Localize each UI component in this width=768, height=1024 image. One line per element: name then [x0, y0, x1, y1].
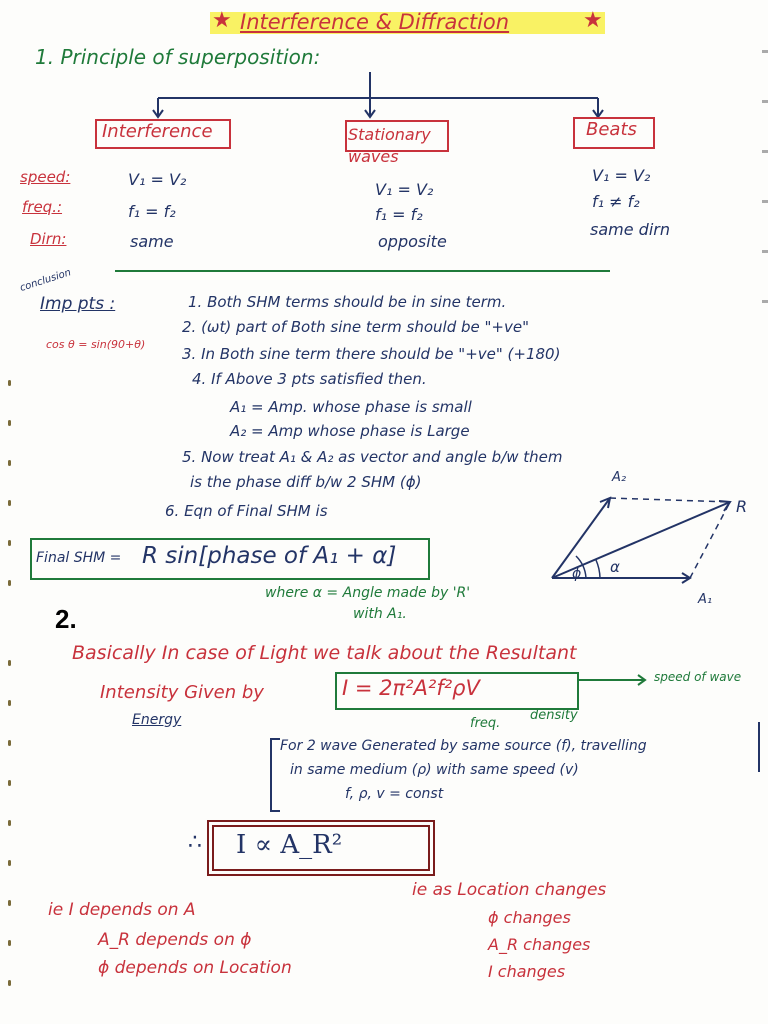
beats-freq: f₁ ≠ f₂	[592, 192, 640, 211]
margin-dot	[8, 860, 11, 866]
point-1: 1. Both SHM terms should be in sine term.	[188, 293, 507, 311]
margin-dot	[8, 740, 11, 746]
point-4b: A₂ = Amp whose phase is Large	[230, 422, 470, 440]
edge-dash	[762, 150, 768, 153]
bracket-line-3: f, ρ, v = const	[345, 786, 444, 802]
title-star-right: ★	[583, 8, 603, 33]
point-5: 5. Now treat A₁ & A₂ as vector and angle b/w them	[182, 448, 563, 466]
proportional-formula: I ∝ A_R²	[236, 830, 343, 860]
ie-right-3: A_R changes	[488, 935, 591, 954]
point-2: 2. (ωt) part of Both sine term should be "+ve"	[182, 318, 529, 336]
point-4: 4. If Above 3 pts satisfied then.	[192, 370, 427, 388]
margin-dot	[8, 660, 11, 666]
edge-dash	[762, 250, 768, 253]
beats-dirn: same dirn	[590, 220, 670, 239]
where-note: where α = Angle made by 'R'	[265, 585, 471, 601]
stationary-label: Stationary waves	[348, 125, 431, 166]
vector-diagram	[540, 480, 760, 600]
interference-dirn: same	[130, 232, 174, 251]
margin-dot	[8, 580, 11, 586]
diagram-alpha: α	[610, 558, 620, 576]
section1-heading: 1. Principle of superposition:	[35, 45, 321, 69]
dirn-label: Dirn:	[30, 230, 67, 248]
where-note-2: with A₁.	[353, 606, 407, 622]
interference-label: Interference	[102, 121, 213, 142]
point-3: 3. In Both sine term there should be "+ve" (+180)	[182, 345, 561, 363]
therefore-symbol: ∴	[188, 830, 202, 855]
margin-dot	[8, 500, 11, 506]
margin-dot	[8, 980, 11, 986]
intensity-formula: I = 2π²A²f²ρV	[342, 676, 480, 700]
section-divider	[115, 270, 610, 272]
page-title: Interference & Diffraction	[240, 10, 510, 34]
margin-dot	[8, 420, 11, 426]
bracket-left	[270, 738, 280, 812]
margin-dot	[8, 460, 11, 466]
diagram-a2: A₂	[612, 470, 627, 485]
speed-of-wave-note: speed of wave	[654, 670, 742, 684]
margin-dot	[8, 900, 11, 906]
ie-left-2: A_R depends on ϕ	[98, 930, 252, 950]
diagram-phi: ϕ	[572, 566, 582, 582]
freq-note: freq.	[470, 716, 501, 731]
speed-label: speed:	[20, 168, 71, 186]
ie-right-2: ϕ changes	[488, 908, 571, 927]
ie-right-1: ie as Location changes	[412, 880, 607, 900]
ie-left-3: ϕ depends on Location	[98, 958, 292, 978]
point-5b: is the phase diff b/w 2 SHM (ϕ)	[190, 473, 422, 491]
final-shm-label: Final SHM =	[36, 550, 122, 566]
intensity-line: Intensity Given by	[100, 682, 264, 703]
margin-dot	[8, 940, 11, 946]
interference-freq: f₁ = f₂	[128, 202, 176, 221]
conclusion-label: conclusion	[18, 267, 73, 294]
interference-speed: V₁ = V₂	[128, 170, 187, 189]
final-shm-formula: R sin[phase of A₁ + α]	[142, 543, 397, 569]
edge-dash	[762, 200, 768, 203]
margin-dot	[8, 540, 11, 546]
freq-label: freq.:	[22, 198, 63, 216]
ie-left-1: ie I depends on A	[48, 900, 196, 920]
cos-note: cos θ = sin(90+θ)	[46, 338, 146, 351]
speed-arrow	[575, 668, 655, 692]
point-4a: A₁ = Amp. whose phase is small	[230, 398, 472, 416]
section2-heading: 2.	[55, 604, 77, 634]
diagram-a1: A₁	[698, 592, 713, 607]
beats-label: Beats	[586, 119, 637, 140]
stationary-speed: V₁ = V₂	[375, 180, 434, 199]
edge-dash	[762, 50, 768, 53]
imp-pts-label: Imp pts :	[40, 294, 116, 314]
density-note: density	[530, 708, 578, 723]
bracket-line-2: in same medium (ρ) with same speed (v)	[290, 762, 579, 778]
ie-right-4: I changes	[488, 962, 566, 981]
edge-dash	[762, 100, 768, 103]
margin-dot	[8, 820, 11, 826]
beats-speed: V₁ = V₂	[592, 166, 651, 185]
basically-line: Basically In case of Light we talk about the Resultant	[72, 642, 577, 664]
margin-dot	[8, 380, 11, 386]
bracket-right	[752, 722, 760, 772]
bracket-line-1: For 2 wave Generated by same source (f), travelling	[280, 738, 647, 754]
margin-dot	[8, 700, 11, 706]
title-star-left: ★	[212, 8, 232, 33]
point-6: 6. Eqn of Final SHM is	[165, 502, 328, 520]
tree-diagram	[0, 0, 768, 130]
energy-label: Energy	[132, 712, 182, 728]
stationary-freq: f₁ = f₂	[375, 205, 423, 224]
edge-dash	[762, 300, 768, 303]
margin-dot	[8, 780, 11, 786]
stationary-dirn: opposite	[378, 232, 447, 251]
diagram-r: R	[736, 497, 748, 516]
